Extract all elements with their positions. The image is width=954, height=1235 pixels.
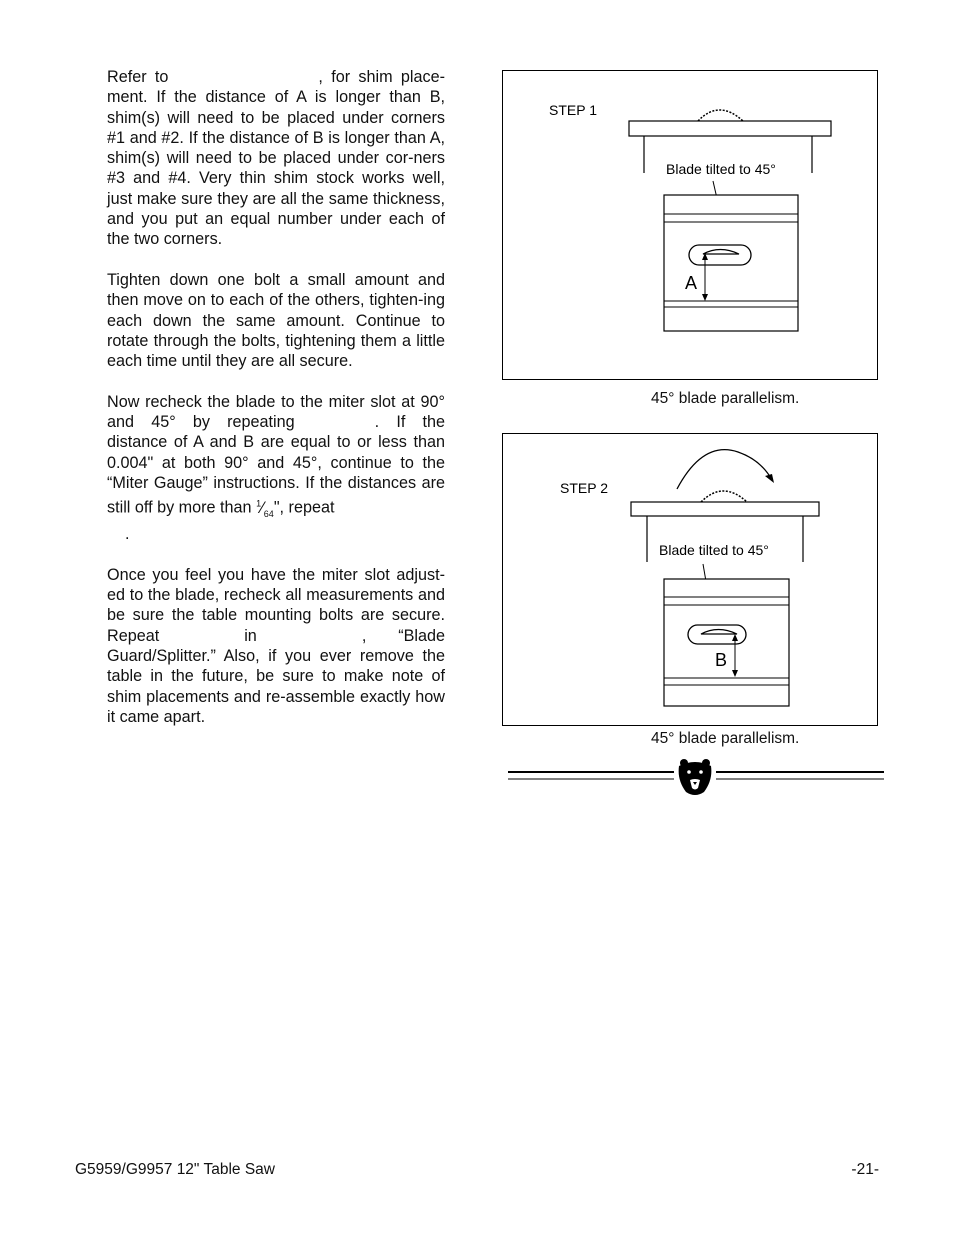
marker-a: A	[685, 273, 698, 293]
figure-1-step-label: STEP 1	[549, 102, 597, 118]
table-top	[631, 502, 819, 516]
figure-step-2	[502, 433, 878, 726]
paragraph-final-check: Once you feel you have the miter slot adjust-ed to the blade, recheck all measurements and be sure the table mounting bolts are secure. Repeat in , “Blade Guard/Splitter.” Also, if you ever remove the table in the future, be sure to make note of shim placements and re-assemble exactly how it came apart.	[107, 565, 445, 726]
table-top	[629, 121, 831, 136]
fraction-1-64: $^1⁄_{64}$	[256, 498, 274, 519]
figure-2-diagram	[503, 434, 877, 725]
figure-2-caption: 45° blade parallelism.	[651, 730, 800, 747]
figure-2-blade-label: Blade tilted to 45°	[659, 542, 769, 558]
figure-step-1	[502, 70, 878, 380]
figure-1-diagram	[503, 71, 877, 379]
section-divider	[508, 758, 884, 798]
marker-b: B	[715, 650, 728, 670]
blade-arc	[701, 491, 747, 502]
figure-2-step-label: STEP 2	[560, 480, 608, 496]
page-number: -21-	[851, 1161, 879, 1178]
rotation-arrow	[677, 450, 772, 489]
blade-arc	[698, 110, 743, 121]
paragraph-shim-placement: Refer to , for shim place-ment. If the distance of A is longer than B, shim(s) will need to be placed under corners #1 and #2. If the distance of B is longer than A, shim(s) will need to be placed under cor-ners #3 and #4. Very thin shim stock works well, just make sure they are all the same thickness, and you put an equal number under each of the two corners.	[107, 68, 445, 249]
figure-1-caption: 45° blade parallelism.	[651, 390, 800, 407]
blade-slot	[689, 245, 751, 265]
footer-model: G5959/G9957 12" Table Saw	[75, 1161, 275, 1178]
paragraph-tighten-bolts: Tighten down one bolt a small amount and then move on to each of the others, tighten-ing each down the same amount. Continue to rotate through the bolts, tightening them a little each time until they are all secure.	[107, 270, 445, 371]
body-text	[107, 67, 445, 747]
bear-head-logo	[679, 759, 712, 795]
figure-1-blade-label: Blade tilted to 45°	[666, 161, 776, 177]
paragraph-recheck: Now recheck the blade to the miter slot at 90° and 45° by repeating . If the distance of A and B are equal to or less than 0.004" at both 90° and 45°, continue to the “Miter Gauge” instructions. If the distances are still off by more than $^1⁄_{64}$", repeat .	[107, 392, 445, 544]
